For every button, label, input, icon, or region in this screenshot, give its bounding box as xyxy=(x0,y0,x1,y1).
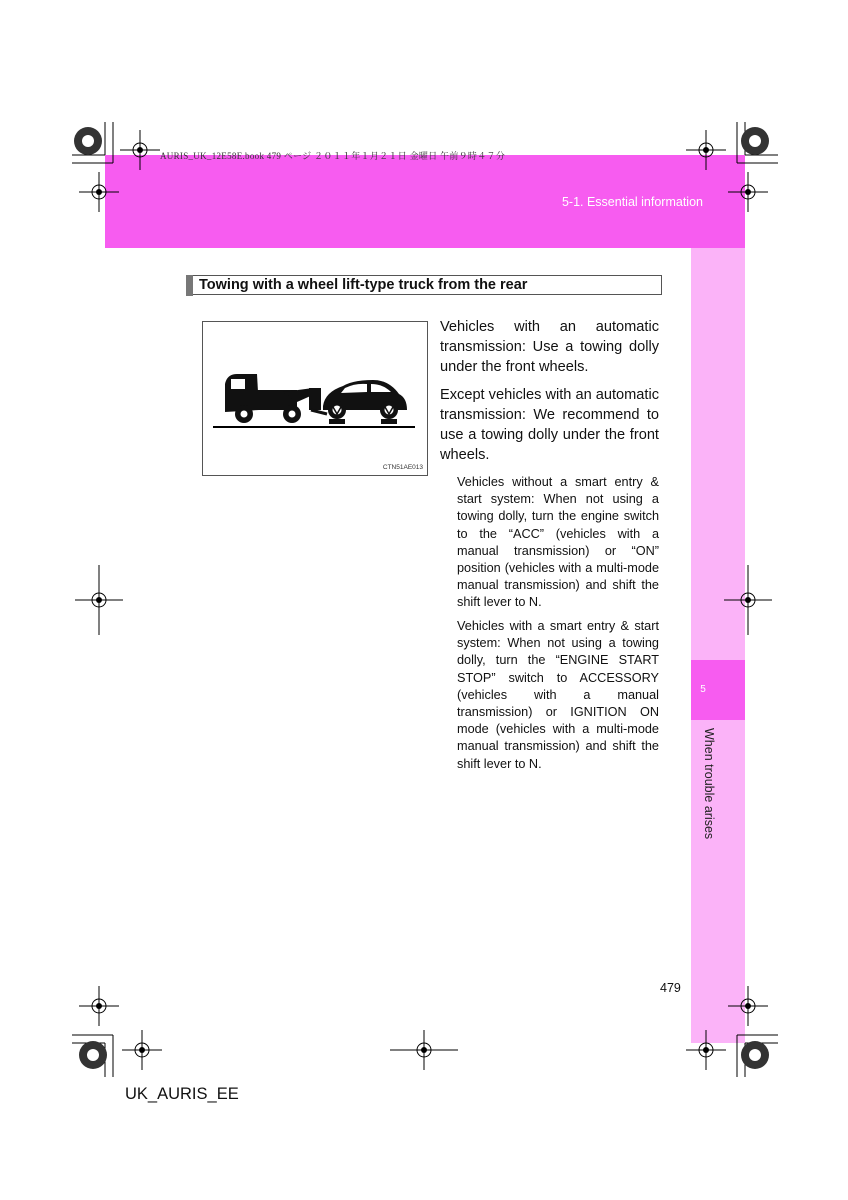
section-title: 5-1. Essential information xyxy=(561,195,703,209)
footer-label: UK_AURIS_EE xyxy=(125,1085,239,1103)
paragraph-without-smart-entry: Vehicles without a smart entry & start system: When not using a towing dolly, turn the engine switch to the “ACC” (vehicles with a manual transmission) or “ON” position (vehicles with a multi-mode manual transmission) and shift the shift lever to N. xyxy=(457,475,659,610)
print-info: AURIS_UK_12E58E.book 479 ページ ２０１１年１月２１日 金曜日 午前９時４７分 xyxy=(160,151,506,161)
chapter-label: When trouble arises xyxy=(702,728,716,840)
paragraph-automatic: Vehicles with an automatic transmission: Use a towing dolly under the front wheels. xyxy=(440,319,659,375)
heading-marker xyxy=(186,275,193,296)
figure-code: CTN51AE013 xyxy=(382,464,423,471)
tow-truck-illustration xyxy=(203,322,427,475)
chapter-number: 5 xyxy=(700,684,706,695)
section-heading: Towing with a wheel lift-type truck from the rear xyxy=(199,277,528,293)
paragraph-with-smart-entry: Vehicles with a smart entry & start system: When not using a towing dolly, turn the “ENGINE START STOP” switch to ACCESSORY (vehicles with a manual transmission) or IGNITION ON mode (vehicles with a multi-mode manual transmission) and shift the shift lever to N. xyxy=(457,619,659,771)
page-number: 479 xyxy=(660,981,681,995)
towing-illustration xyxy=(202,321,428,476)
paragraph-except-automatic: Except vehicles with an automatic transmission: We recommend to use a towing dolly under the front wheels. xyxy=(440,387,660,463)
